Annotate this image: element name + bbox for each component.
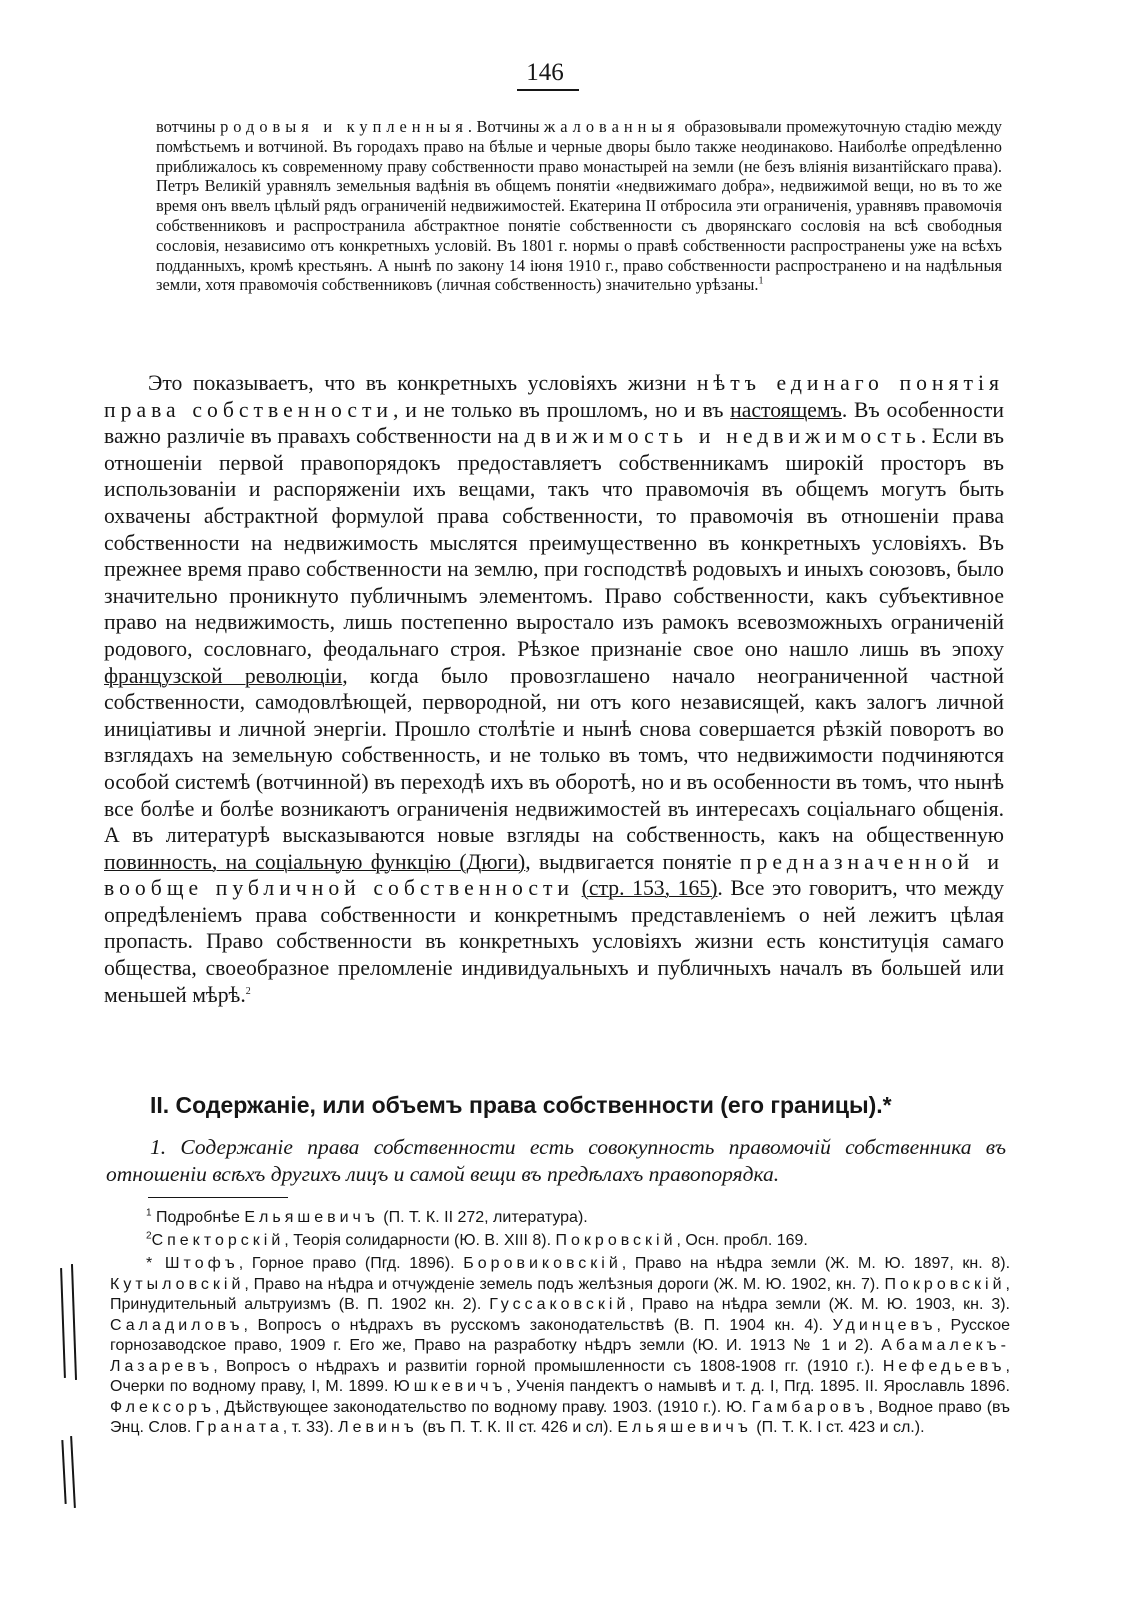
footnote-text: , Вопросъ о нѣдрахъ въ русскомъ законодательствѣ (В. П. 1904 кн. 4). — [243, 1316, 833, 1334]
footnote-author: Боровиковскій — [463, 1255, 622, 1272]
footnote-author: Гуссаковскій — [489, 1296, 630, 1313]
footnote-text: (П. Т. К. I ст. 423 и сл.). — [751, 1419, 925, 1436]
body-text: . Все это говоритъ, что между опредѣленіемъ права собственности и конкретнымъ представленіемъ о ней лежитъ цѣлая пропасть. Право собственности въ конкретныхъ условіяхъ жизни есть конституція самаго общества, своеобразное преломленіе индивидуальныхъ и публичныхъ началъ въ большей или меньшей мѣрѣ. — [104, 876, 1005, 1007]
footnote-text: (въ П. Т. К. II ст. 426 и сл). — [417, 1419, 618, 1436]
footnote-text: , Право на нѣдра земли (Ж. М. Ю. 1903, кн. 3). — [629, 1296, 1011, 1313]
footnote-rule — [148, 1197, 288, 1198]
footnote-author: Нефедьевъ — [882, 1357, 1006, 1375]
intro-text: . Вотчины — [467, 117, 544, 136]
footnote-text: , Осн. пробл. 169. — [676, 1232, 808, 1249]
body-text: , выдвигается понятіе — [525, 849, 740, 874]
footnote-text: , Очерки по водному праву, I, М. 1899. — [110, 1357, 1010, 1395]
footnote-text: , Право на нѣдра земли (Ж. М. Ю. 1897, кн. 8). — [621, 1255, 1011, 1272]
intro-text: образовывали промежуточную стадію между помѣстьемъ и вотчиной. Въ городахъ право на бѣлые и черные дворы было также неодинаково. Наиболѣе опредѣленно приближалось къ современному праву собственности право монастырей на земли (не безъ вліянія византійскаго права). Петръ Великій уравнялъ земельныя вадѣнія въ общемъ понятіи «недвижимаго добра», недвижимой вещи, но въ то же время онъ ввелъ цѣлый рядъ ограниченій недвижимостей. Екатерина II отбросила эти ограниченія, уравнявъ правомочія собственниковъ и распространила абстрактное понятіе собственности съ дворянскаго сословія на всѣ свободныя сословія, независимо отъ конкретныхъ условій. Въ 1801 г. нормы о правѣ собственности распространены уже на всѣхъ подданныхъ, кромѣ крестьянъ. А нынѣ по закону 14 іюня 1910 г., право собственности распространено и на надѣльныя земли, хотя правомочія собственниковъ (личная собственность) значительно урѣзаны. — [156, 117, 1002, 295]
footnote-text: , т. 33). — [282, 1419, 339, 1436]
main-paragraph — [104, 370, 1004, 1008]
page-number: 146 — [526, 59, 564, 86]
footnote-author: Абамалекъ-Лазаревъ — [110, 1337, 1010, 1375]
footnote-mark: 1 — [146, 1207, 152, 1219]
footnote-text: , Право на нѣдра и отчужденіе земель подъ желѣзныя дороги (Ж. М. Ю. 1902, кн. 7). — [244, 1275, 885, 1293]
body-text: . Въ особенности важно различіе въ правахъ собственности на — [104, 397, 1004, 449]
body-underlined: французской революціи — [104, 663, 343, 688]
body-emphasis: движимость и недвижимость — [524, 424, 921, 449]
footnote-1 — [110, 1208, 1010, 1229]
body-text: Это показываетъ, что въ конкретныхъ условіяхъ жизни — [148, 371, 697, 395]
section-paragraph: 1. Содержаніе права собственности есть совокупность правомочій собственника въ отношеніи всѣхъ другихъ лицъ и самой вещи въ предѣлахъ правопорядка. — [106, 1135, 1006, 1186]
footnote-author: Спекторскій — [151, 1232, 285, 1249]
footnote-author: Ельяшевичъ — [617, 1419, 752, 1436]
intro-paragraph — [156, 117, 1002, 295]
body-underlined: (стр. 153, 165) — [581, 876, 718, 901]
footnote-author: Гамбаровъ — [751, 1398, 869, 1416]
intro-emphasis: жалованныя — [543, 117, 680, 136]
footnote-text: (П. Т. К. II 272, литература). — [378, 1209, 588, 1226]
body-text: , когда было провозглашено начало неограниченной частной собственности, самодовлѣющей, первородной, ни отъ кого независящей, какъ залогъ личной иниціативы и личной энергіи. Прошло столѣтіе и нынѣ снова совершается рѣзкій поворотъ во взглядахъ на земельную собственность, и не только въ томъ, что недвижимости подчиняются особой системѣ (вотчинной) въ переходѣ ихъ въ оборотѣ, но и въ особенности въ томъ, что нынѣ все болѣе и болѣе возникаютъ ограниченія недвижимостей въ интересахъ соціальнаго общенія. А въ литературѣ высказываются новые взгляды на собственность, какъ на общественную — [104, 663, 1004, 848]
footnote-text: , Горное право (Пгд. 1896). — [238, 1255, 464, 1272]
body-text — [574, 876, 582, 900]
footnote-author: Левинъ — [338, 1419, 418, 1436]
intro-text: вотчины — [156, 117, 221, 136]
footnote-text: , Теорія солидарности (Ю. В. XIII 8). — [284, 1232, 556, 1249]
footnote-3 — [110, 1254, 1010, 1439]
body-emphasis: предназначенной и вообще публичной собственности — [104, 849, 1004, 901]
footnote-author: Кутыловскій — [110, 1275, 245, 1293]
intro-emphasis: родовыя и купленныя — [220, 117, 468, 136]
footnote-text: , Вопросъ о нѣдрахъ и развитіи горной промышленности съ 1808-1908 гг. (1910 г.). — [213, 1357, 883, 1375]
body-emphasis: нѣтъ единаго понятія права собственности — [104, 371, 1004, 422]
footnote-ref: 2 — [245, 985, 251, 997]
margin-mark-line — [70, 1436, 76, 1508]
footnote-text: , Русское горнозаводское право, 1909 г. Его же, Право на разработку нѣдръ земли (Ю. И. 1913 № 1 и 2). — [110, 1316, 1010, 1354]
footnote-2 — [110, 1231, 1010, 1252]
footnote-text: , Ученія пандектъ о намывѣ и т. д. I, Пгд. 1895. II. Ярославль 1896. — [506, 1378, 1011, 1395]
margin-mark-line — [60, 1268, 66, 1378]
section-heading: II. Содержаніе, или объемъ права собственности (его границы).* — [150, 1092, 892, 1118]
footnote-author: Покровскій — [884, 1275, 1006, 1293]
footnote-author: Флексоръ — [110, 1398, 216, 1416]
body-text: . Если въ отношеніи первой правопорядокъ предоставляетъ собственникамъ широкій просторъ въ использованіи и распоряженіи ихъ вещами, такъ что правомочія въ общемъ могутъ быть охвачены абстрактной формулой права собственности, то правомочія въ отношеніи права собственности на недвижимость мыслятся преимущественно въ конкретныхъ условіяхъ. Въ прежнее время право собственности на землю, при господствѣ родовыхъ и иныхъ союзовъ, было значительно проникнуто публичнымъ элементомъ. Право собственности, какъ субъективное право на недвижимость, лишь постепенно выростало изъ рамокъ всевозможныхъ ограниченій родового, сословнаго, феодальнаго строя. Рѣзкое признаніе свое оно нашло лишь въ эпоху — [104, 424, 1005, 661]
footnote-author: Граната — [195, 1419, 283, 1436]
footnote-text: , Дѣйствующее законодательство по водному праву. 1903. (1910 г.). Ю. — [215, 1398, 752, 1416]
page-number-rule — [517, 89, 579, 91]
body-underlined: повинность, на соціальную функцію (Дюги) — [104, 849, 526, 874]
footnote-mark: * — [146, 1255, 153, 1272]
margin-mark-line — [61, 1440, 66, 1504]
footnote-ref: 1 — [758, 275, 764, 287]
footnote-mark: 2 — [146, 1230, 152, 1242]
footnote-author: Юшкевичъ — [393, 1378, 507, 1395]
footnote-author: Саладиловъ — [110, 1316, 244, 1334]
body-text: , и не только въ прошломъ, но и въ — [393, 397, 731, 422]
footnote-text: , Водное право (въ Энц. Слов. — [110, 1398, 1010, 1436]
footnote-author: Штофъ — [152, 1255, 239, 1272]
footnote-text: , Принудительный альтруизмъ (В. П. 1902 кн. 2). — [110, 1275, 1010, 1313]
footnote-author: Удинцевъ — [832, 1316, 937, 1334]
footnote-text: Подробнѣе — [151, 1209, 245, 1226]
footnote-author: Ельяшевичъ — [244, 1209, 379, 1226]
margin-mark-line — [71, 1264, 77, 1380]
footnote-author: Покровскій — [555, 1232, 677, 1249]
body-underlined: настоящемъ — [730, 397, 842, 422]
